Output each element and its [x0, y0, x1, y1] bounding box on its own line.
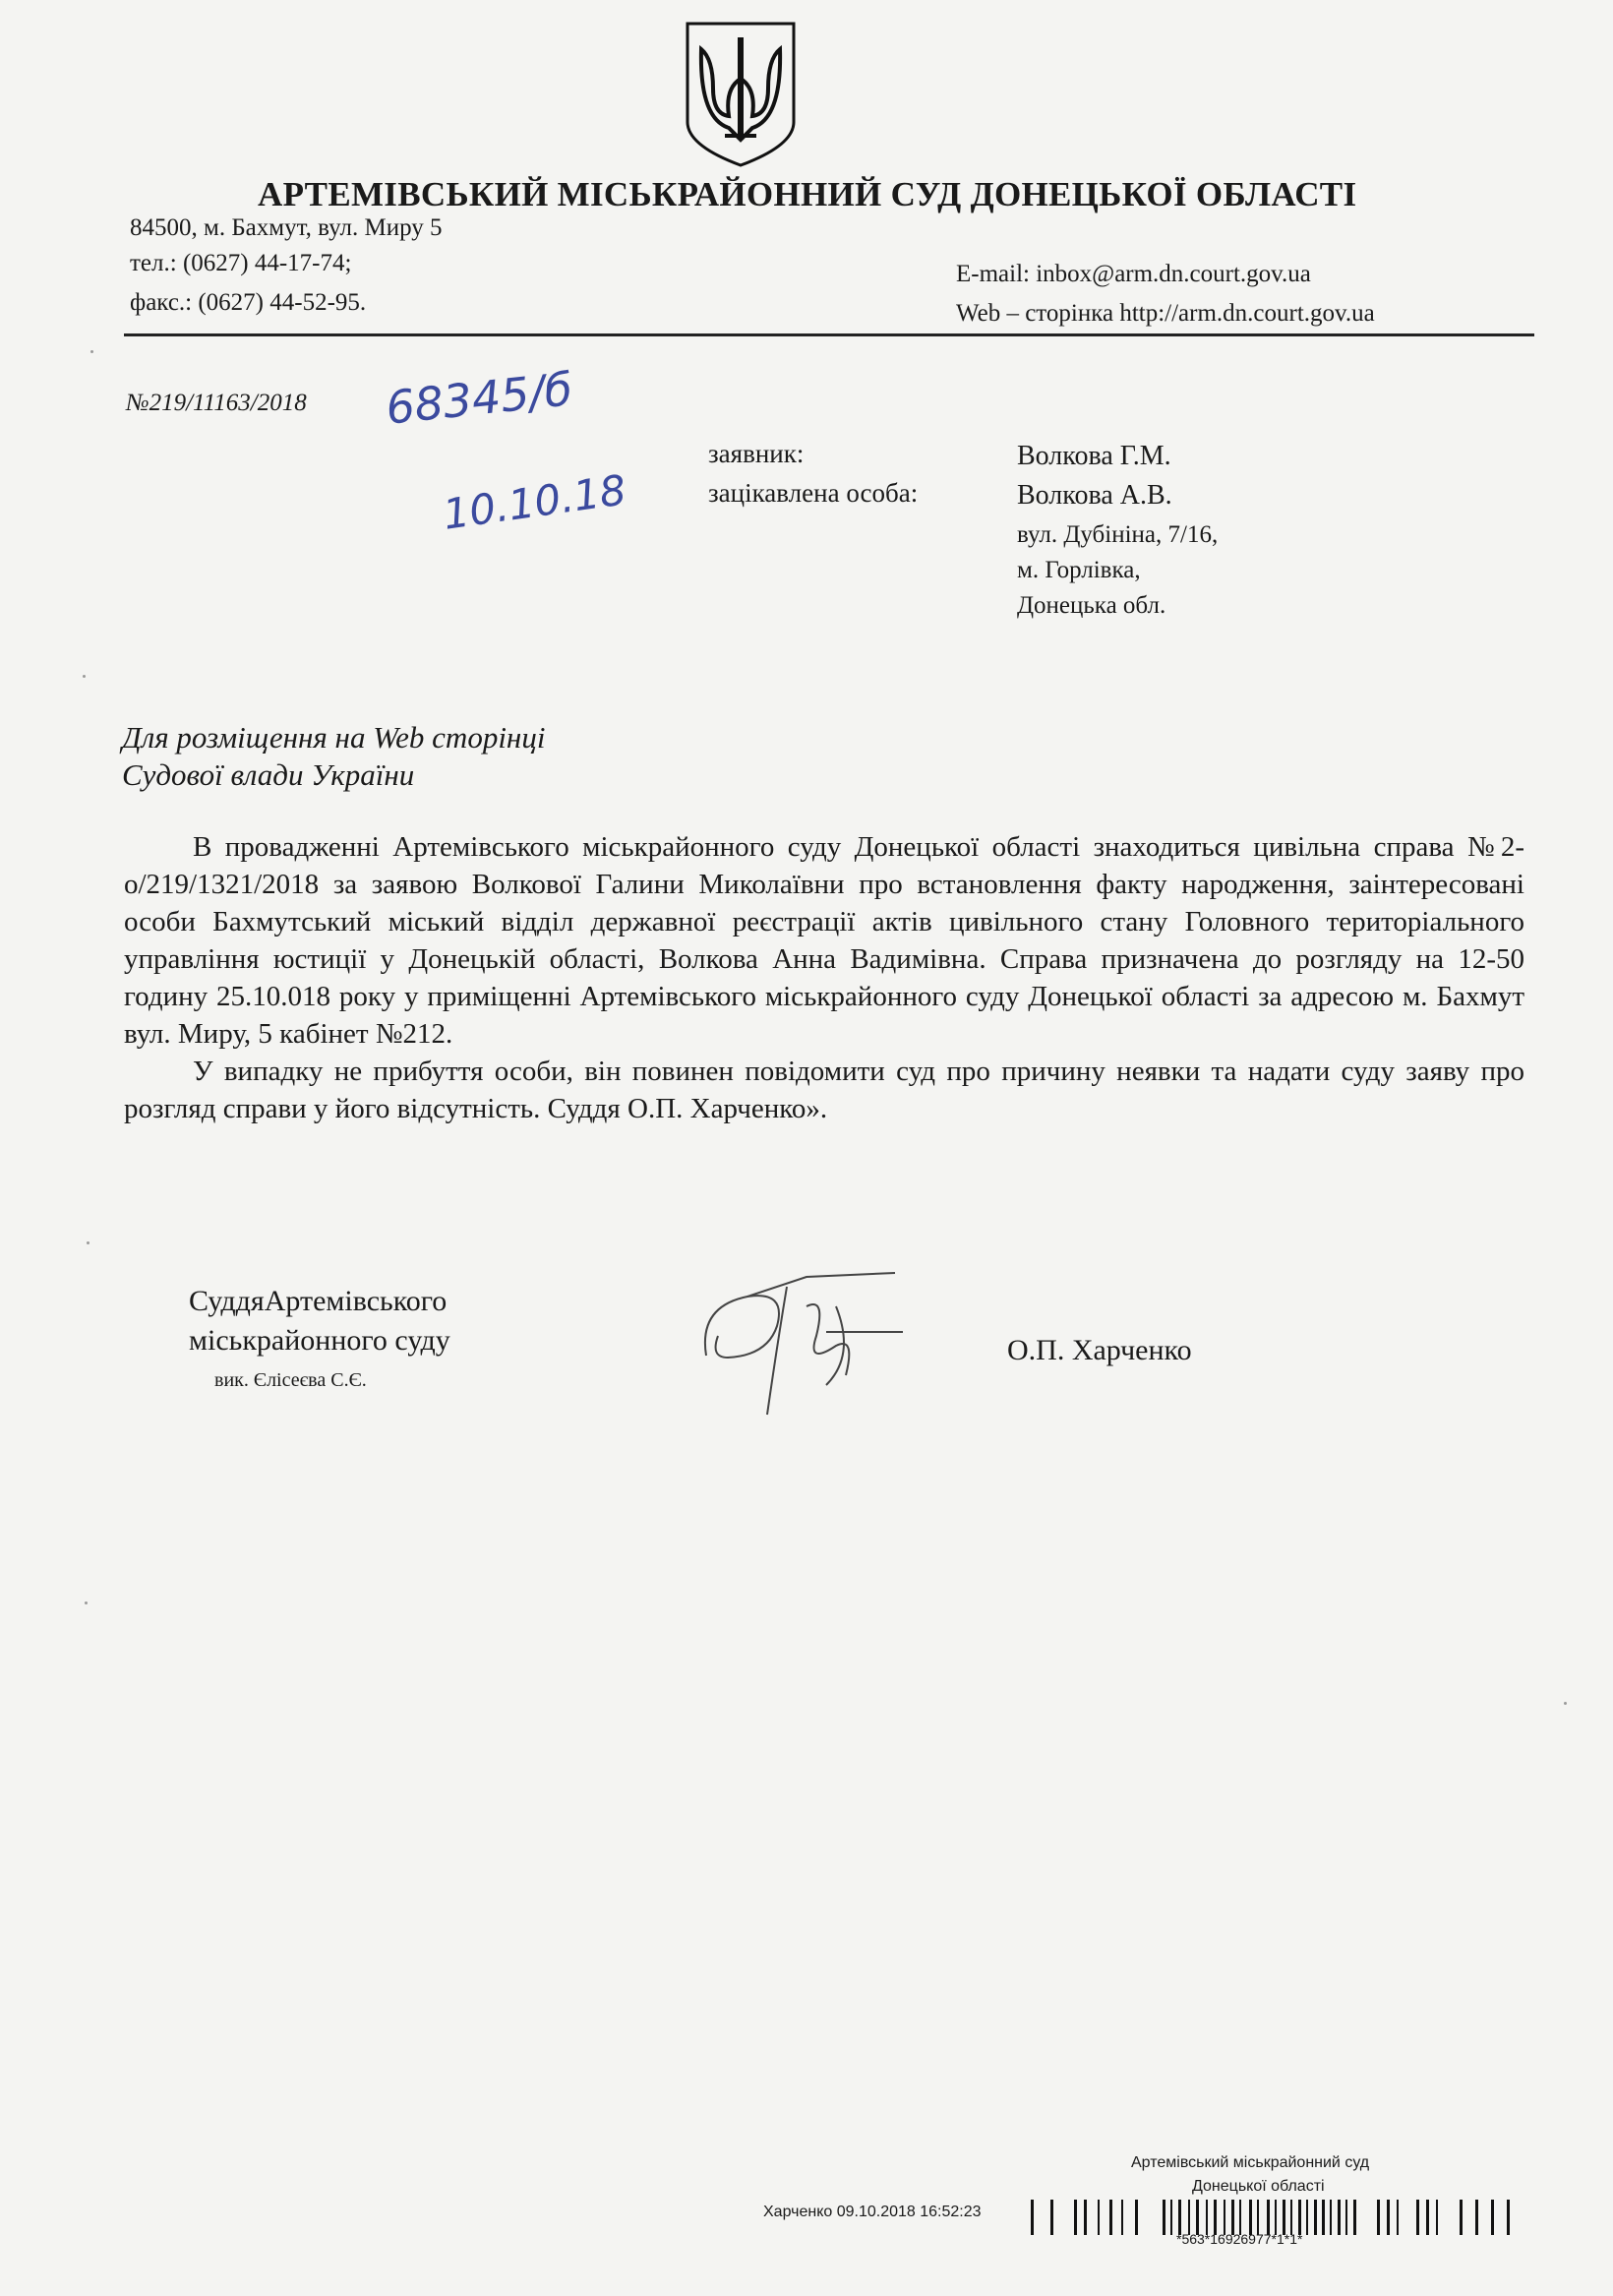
barcode-number: *563*16926977*1*1*	[1176, 2231, 1303, 2247]
interested-party-label: зацікавлена особа:	[708, 478, 919, 508]
court-phone: тел.: (0627) 44-17-74;	[130, 250, 352, 276]
address-city: м. Горлівка,	[1017, 557, 1141, 583]
handwritten-date: 10.10.18	[440, 465, 629, 539]
footer-stamp: Харченко 09.10.2018 16:52:23	[763, 2204, 982, 2220]
interested-party-name: Волкова А.В.	[1017, 480, 1172, 511]
footer-court-line1: Артемівський міськрайонний суд	[1131, 2154, 1370, 2171]
applicant-label: заявник:	[708, 439, 805, 468]
notice-paragraph-2: У випадку не прибуття особи, він повинен повідомити суд про причину неявки та надати суду заяву про розгляд справи у його відсутність. Суддя О.П. Харченко».	[124, 1056, 1524, 1124]
court-website: Web – сторінка http://arm.dn.court.gov.ua	[956, 300, 1375, 327]
scan-speck	[90, 350, 93, 353]
judge-signature	[688, 1267, 915, 1424]
header-divider	[124, 333, 1534, 336]
scan-speck	[87, 1241, 90, 1244]
handwritten-registration-number: 68345/б	[383, 362, 575, 435]
document-barcode	[1031, 2200, 1513, 2235]
judge-name: О.П. Харченко	[1007, 1334, 1192, 1366]
scan-speck	[1564, 1702, 1567, 1705]
court-name-title: АРТЕМІВСЬКИЙ МІСЬКРАЙОННИЙ СУД ДОНЕЦЬКОЇ ОБЛАСТІ	[258, 175, 1357, 213]
executor-name: вик. Єлісеєва С.Є.	[214, 1369, 367, 1391]
court-fax: факс.: (0627) 44-52-95.	[130, 289, 367, 316]
applicant-name: Волкова Г.М.	[1017, 441, 1171, 471]
scan-speck	[83, 675, 86, 678]
outgoing-number: №219/11163/2018	[126, 390, 307, 416]
signature-title-line2: міськрайонного суду	[189, 1324, 450, 1357]
web-note-line1: Для розміщення на Web сторінці	[122, 720, 546, 755]
scan-speck	[85, 1601, 88, 1604]
footer-court-line2: Донецької області	[1192, 2178, 1325, 2195]
notice-paragraph-1: В провадженні Артемівського міськрайонного суду Донецької області знаходиться цивільна справа №2-о/219/1321/2018 за заявою Волкової Галини Миколаївни про встановлення факту народження, заінтересовані особи Бахмутський міський відділ державної реєстрації актів цивільного стану Головного територіального управління юстиції у Донецькій області, Волкова Анна Вадимівна. Справа призначена до розгляду на 12-50 годину 25.10.018 року у приміщенні Артемівського міськрайонного суду Донецької області за адресою м. Бахмут вул. Миру, 5 кабінет №212.	[124, 831, 1524, 1050]
address-street: вул. Дубініна, 7/16,	[1017, 521, 1219, 548]
signature-title-line1: СуддяАртемівського	[189, 1285, 448, 1317]
notice-body	[124, 828, 1524, 1127]
coat-of-arms-icon	[682, 20, 800, 169]
court-email: E-mail: inbox@arm.dn.court.gov.ua	[956, 261, 1311, 287]
address-region: Донецька обл.	[1017, 592, 1166, 619]
web-note-line2: Судової влади України	[122, 757, 415, 792]
court-address: 84500, м. Бахмут, вул. Миру 5	[130, 214, 443, 241]
